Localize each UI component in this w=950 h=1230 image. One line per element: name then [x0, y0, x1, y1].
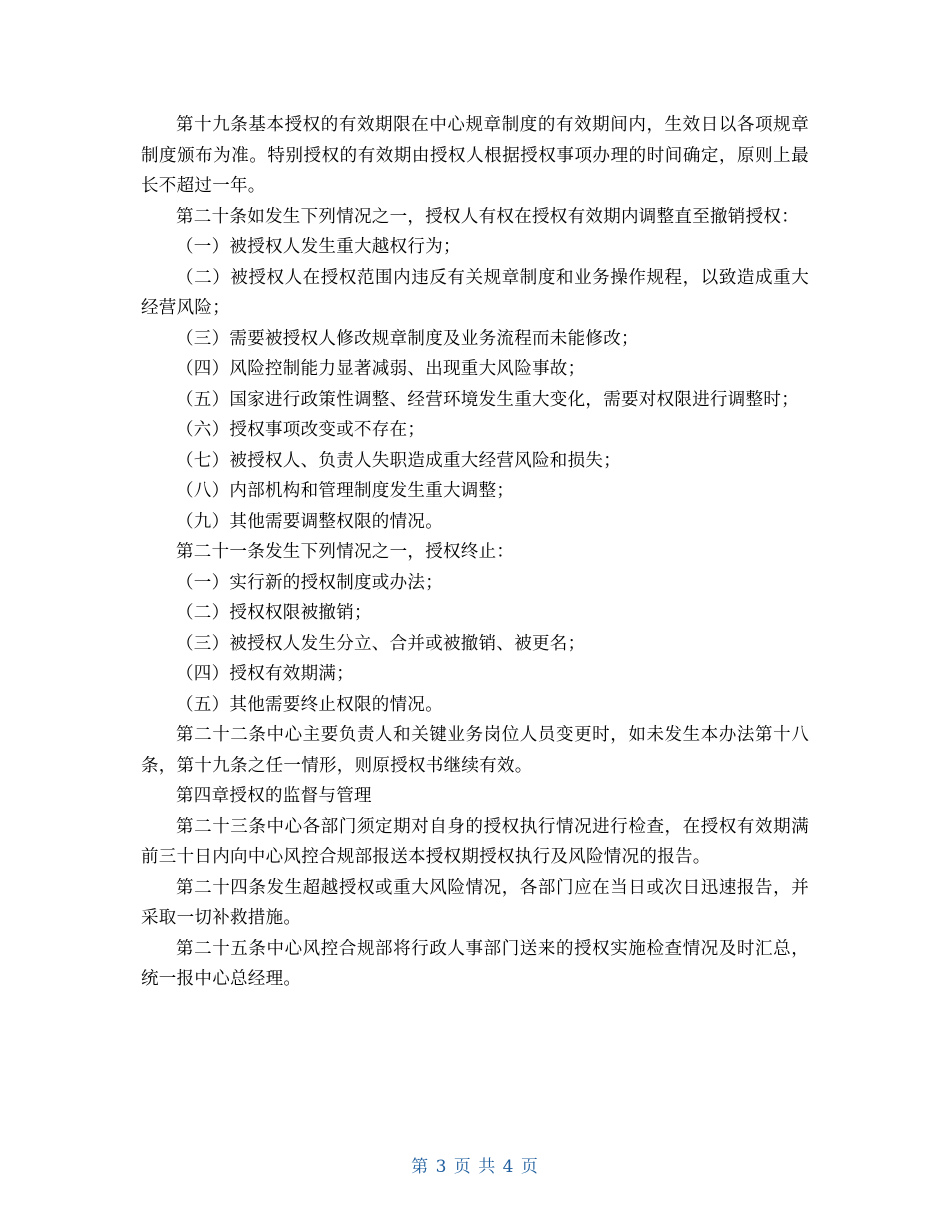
- list-item: （二）授权权限被撤销；: [176, 603, 372, 623]
- list-item: （五）国家进行政策性调整、经营环境发生重大变化，需要对权限进行调整时；: [176, 389, 799, 410]
- list-item: （二）被授权人在授权范围内违反有关规章制度和业务操作规程，以致造成重大经营风险；: [141, 267, 809, 318]
- document-body: [141, 110, 809, 995]
- chapter-heading: 第四章授权的监督与管理: [176, 786, 372, 806]
- list-item: （一）被授权人发生重大越权行为；: [176, 237, 461, 257]
- list-item: （四）授权有效期满；: [176, 664, 354, 684]
- paragraph-article-25: 第二十五条中心风控合规部将行政人事部门送来的授权实施检查情况及时汇总，统一报中心总经理。: [141, 938, 809, 989]
- list-item: （九）其他需要调整权限的情况。: [176, 511, 443, 532]
- paragraph-article-23: 第二十三条中心各部门须定期对自身的授权执行情况进行检查，在授权有效期满前三十日内向中心风控合规部报送本授权期授权执行及风险情况的报告。: [141, 816, 809, 867]
- page-number-footer: 第 3 页 共 4 页: [411, 1157, 539, 1177]
- list-item: （六）授权事项改变或不存在；: [176, 420, 426, 440]
- paragraph-article-21: 第二十一条发生下列情况之一，授权终止：: [176, 542, 515, 562]
- list-item: （八）内部机构和管理制度发生重大调整；: [176, 481, 515, 501]
- paragraph-article-19: 第十九条基本授权的有效期限在中心规章制度的有效期间内，生效日以各项规章制度颁布为准。特别授权的有效期由授权人根据授权事项办理的时间确定，原则上最长不超过一年。: [141, 115, 809, 196]
- list-item: （四）风险控制能力显著减弱、出现重大风险事故；: [176, 359, 586, 379]
- list-item: （五）其他需要终止权限的情况。: [176, 694, 443, 715]
- list-item: （一）实行新的授权制度或办法；: [176, 572, 443, 593]
- paragraph-article-22: 第二十二条中心主要负责人和关键业务岗位人员变更时，如未发生本办法第十八条，第十九条之任一情形，则原授权书继续有效。: [141, 725, 809, 776]
- list-item: （三）被授权人发生分立、合并或被撤销、被更名；: [176, 633, 586, 654]
- list-item: （三）需要被授权人修改规章制度及业务流程而未能修改；: [176, 328, 639, 349]
- paragraph-article-20: 第二十条如发生下列情况之一，授权人有权在授权有效期内调整直至撤销授权：: [176, 206, 799, 227]
- list-item: （七）被授权人、负责人失职造成重大经营风险和损失；: [176, 450, 621, 471]
- paragraph-article-24: 第二十四条发生超越授权或重大风险情况，各部门应在当日或次日迅速报告，并采取一切补救措施。: [141, 877, 809, 928]
